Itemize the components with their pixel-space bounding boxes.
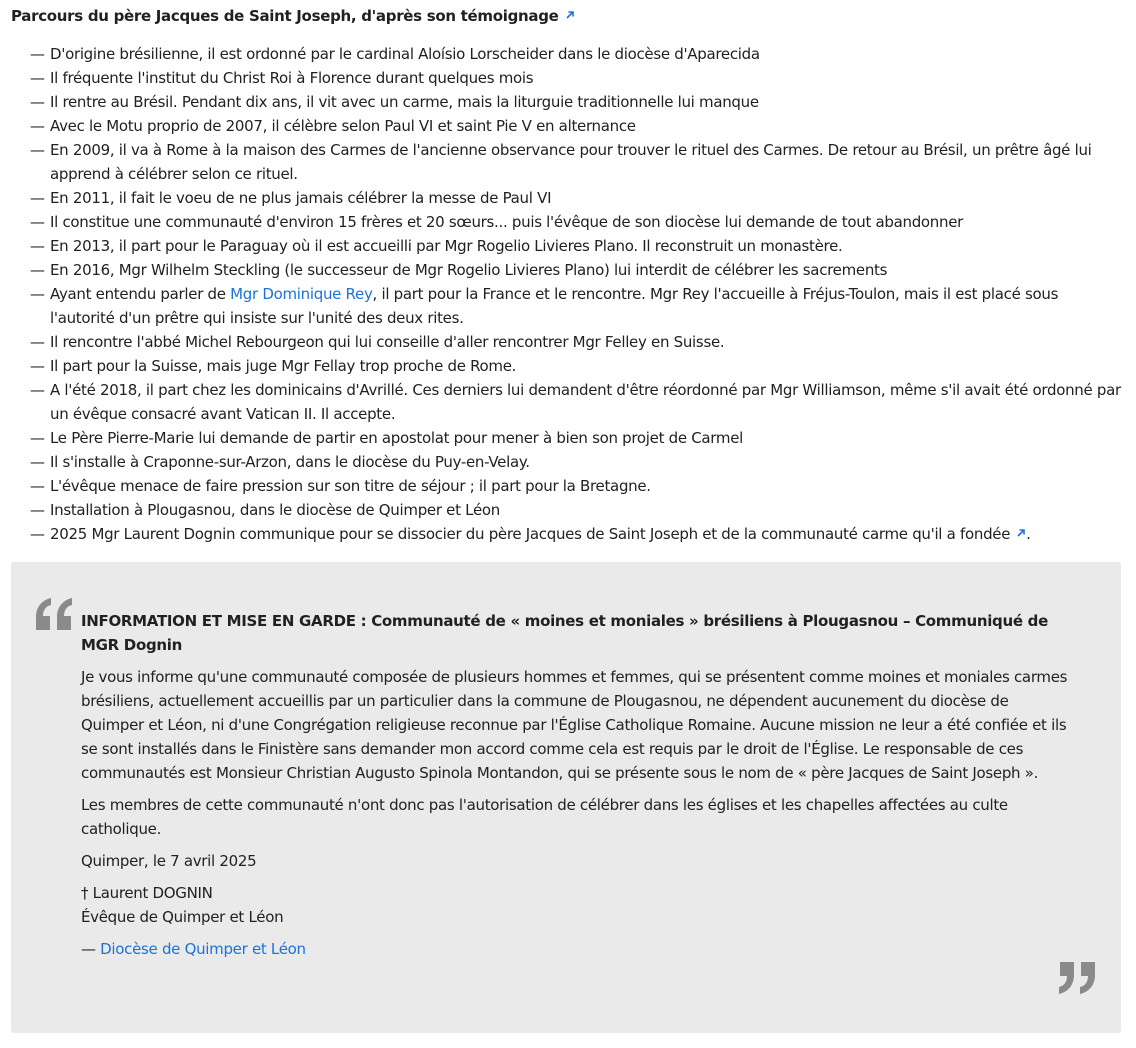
rey-link[interactable]: Mgr Dominique Rey bbox=[230, 285, 373, 303]
dash: — bbox=[30, 525, 45, 543]
timeline-list bbox=[30, 42, 1124, 546]
timeline-item-text: D'origine brésilienne, il est ordonné par le cardinal Aloísio Lorscheider dans le diocèse d'Aparecida bbox=[50, 45, 760, 63]
timeline-item bbox=[30, 474, 1124, 498]
timeline-item bbox=[30, 282, 1124, 330]
dash: — bbox=[30, 189, 45, 207]
timeline-item bbox=[30, 114, 1124, 138]
quote-paragraph: Je vous informe qu'une communauté composée de plusieurs hommes et femmes, qui se présentent comme moines et moniales carmes brésiliens, actuellement accueillis par un particulier dans la commune de Plougasnou, ne dépendent aucunement du diocèse de Quimper et Léon, ni d'une Congrégation religieuse reconnue par l'Église Catholique Romaine. Aucune mission ne leur a été confiée et ils se sont installés dans le Finistère sans demander mon accord comme cela est requis par le droit de l'Église. Le responsable de ces communautés est Monsieur Christian Augusto Spinola Montandon, qui se présente sous le nom de « père Jacques de Saint Joseph ». bbox=[81, 668, 1068, 782]
dash: — bbox=[30, 237, 45, 255]
dash: — bbox=[30, 213, 45, 231]
timeline-item bbox=[30, 66, 1124, 90]
timeline-item-text: Il s'installe à Craponne-sur-Arzon, dans le diocèse du Puy-en-Velay. bbox=[50, 453, 530, 471]
dash: — bbox=[30, 501, 45, 519]
section-heading-text: Parcours du père Jacques de Saint Joseph, d'après son témoignage bbox=[11, 7, 559, 25]
timeline-item-end: . bbox=[1026, 525, 1031, 543]
timeline-item bbox=[30, 450, 1124, 474]
timeline-item bbox=[30, 234, 1124, 258]
dash: — bbox=[30, 429, 45, 447]
quote-box bbox=[11, 562, 1121, 1033]
quote-signature bbox=[81, 881, 1071, 929]
external-link-icon[interactable] bbox=[565, 10, 575, 20]
timeline-item-text: Il fréquente l'institut du Christ Roi à Florence durant quelques mois bbox=[50, 69, 534, 87]
timeline-item-text: A l'été 2018, il part chez les dominicains d'Avrillé. Ces derniers lui demandent d'être réordonné par Mgr Williamson, même s'il avait été ordonné par un évêque consacré avant Vatican II. Il accepte. bbox=[50, 381, 1121, 423]
timeline-item-text: Il constitue une communauté d'environ 15 frères et 20 sœurs... puis l'évêque de son diocèse lui demande de tout abandonner bbox=[50, 213, 964, 231]
signature-name: † Laurent DOGNIN bbox=[81, 884, 213, 902]
section-heading bbox=[11, 5, 575, 27]
dash: — bbox=[30, 261, 45, 279]
quote-date: Quimper, le 7 avril 2025 bbox=[81, 852, 257, 870]
dash: — bbox=[30, 45, 45, 63]
quote-title: INFORMATION ET MISE EN GARDE : Communauté de « moines et moniales » brésiliens à Plougasnou – Communiqué de MGR Dognin bbox=[81, 612, 1048, 654]
dash: — bbox=[30, 93, 45, 111]
source-link[interactable]: Diocèse de Quimper et Léon bbox=[100, 940, 306, 958]
timeline-item-text: En 2011, il fait le voeu de ne plus jamais célébrer la messe de Paul VI bbox=[50, 189, 552, 207]
quote-paragraph: Les membres de cette communauté n'ont donc pas l'autorisation de célébrer dans les églises et les chapelles affectées au culte catholique. bbox=[81, 796, 1008, 838]
dash: — bbox=[30, 453, 45, 471]
quote-body bbox=[81, 609, 1071, 969]
timeline-item bbox=[30, 90, 1124, 114]
timeline-item-text-before: Ayant entendu parler de bbox=[50, 285, 231, 303]
dash: — bbox=[30, 117, 45, 135]
close-quote-icon bbox=[1057, 960, 1097, 996]
timeline-item bbox=[30, 42, 1124, 66]
timeline-item-text: Il rentre au Brésil. Pendant dix ans, il vit avec un carme, mais la liturguie traditionnelle lui manque bbox=[50, 93, 759, 111]
timeline-item-text-after: , il part pour la France et le rencontre. Mgr Rey l'accueille à Fréjus-Toulon, mais il est placé sous l'autorité d'un prêtre qui insiste sur l'unité des deux rites. bbox=[50, 285, 1059, 327]
timeline-item bbox=[30, 210, 1124, 234]
timeline-item bbox=[30, 522, 1124, 546]
timeline-item-text: Il part pour la Suisse, mais juge Mgr Fellay trop proche de Rome. bbox=[50, 357, 517, 375]
dash: — bbox=[30, 285, 45, 303]
timeline-item bbox=[30, 186, 1124, 210]
timeline-item bbox=[30, 138, 1124, 186]
timeline-item-text: L'évêque menace de faire pression sur son titre de séjour ; il part pour la Bretagne. bbox=[50, 477, 651, 495]
timeline-item-text: Il rencontre l'abbé Michel Rebourgeon qui lui conseille d'aller rencontrer Mgr Felley en Suisse. bbox=[50, 333, 725, 351]
dash: — bbox=[30, 333, 45, 351]
dash: — bbox=[30, 69, 45, 87]
timeline-item-text: Le Père Pierre-Marie lui demande de partir en apostolat pour mener à bien son projet de Carmel bbox=[50, 429, 744, 447]
dash: — bbox=[30, 477, 45, 495]
timeline-item bbox=[30, 258, 1124, 282]
timeline-item bbox=[30, 426, 1124, 450]
timeline-item-text: Avec le Motu proprio de 2007, il célèbre selon Paul VI et saint Pie V en alternance bbox=[50, 117, 636, 135]
source-dash: — bbox=[81, 940, 101, 958]
dash: — bbox=[30, 141, 45, 159]
quote-source bbox=[81, 937, 1071, 961]
timeline-item-text: En 2009, il va à Rome à la maison des Carmes de l'ancienne observance pour trouver le rituel des Carmes. De retour au Brésil, un prêtre âgé lui apprend à célébrer selon ce rituel. bbox=[50, 141, 1092, 183]
signature-title: Évêque de Quimper et Léon bbox=[81, 908, 284, 926]
timeline-item-text: En 2016, Mgr Wilhelm Steckling (le successeur de Mgr Rogelio Livieres Plano) lui interdit de célébrer les sacrements bbox=[50, 261, 888, 279]
dash: — bbox=[30, 381, 45, 399]
external-link-icon[interactable] bbox=[1016, 528, 1026, 538]
timeline-item bbox=[30, 354, 1124, 378]
timeline-item-text: Installation à Plougasnou, dans le diocèse de Quimper et Léon bbox=[50, 501, 500, 519]
timeline-item bbox=[30, 378, 1124, 426]
timeline-item-text: 2025 Mgr Laurent Dognin communique pour se dissocier du père Jacques de Saint Joseph et de la communauté carme qu'il a fondée bbox=[50, 525, 1011, 543]
timeline-item bbox=[30, 498, 1124, 522]
open-quote-icon bbox=[34, 596, 74, 632]
timeline-item bbox=[30, 330, 1124, 354]
timeline-item-text: En 2013, il part pour le Paraguay où il est accueilli par Mgr Rogelio Livieres Plano. Il reconstruit un monastère. bbox=[50, 237, 843, 255]
dash: — bbox=[30, 357, 45, 375]
